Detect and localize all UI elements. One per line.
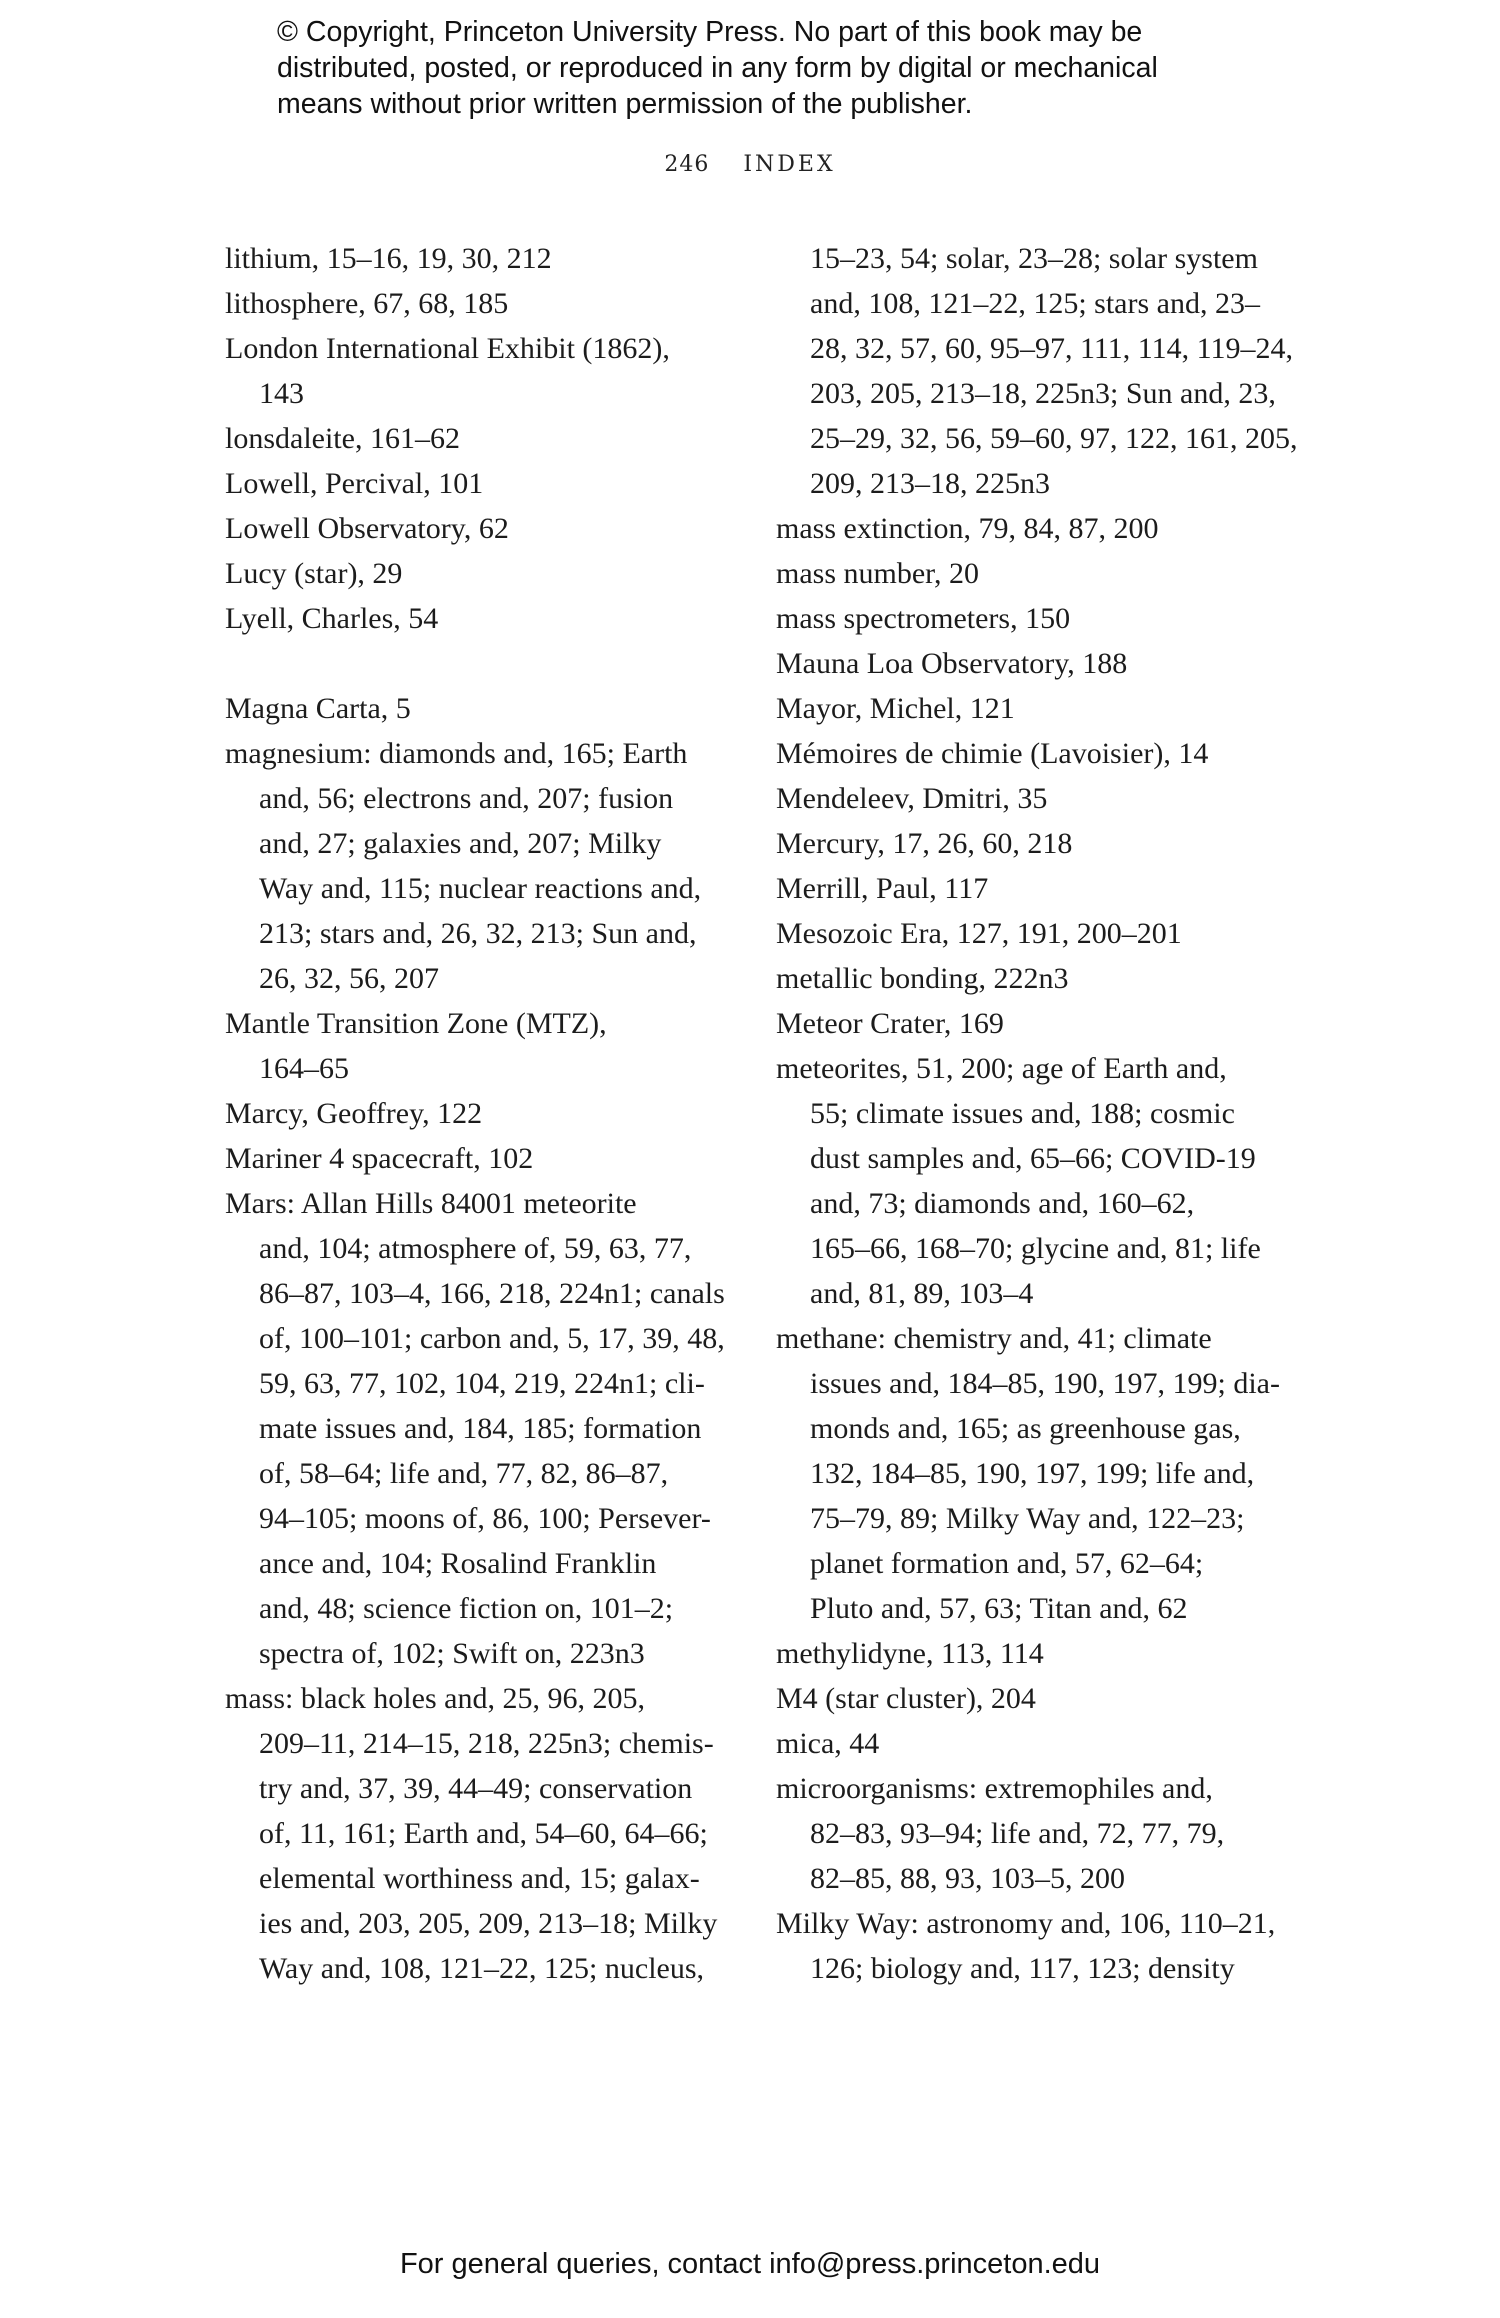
index-entry-line: 209, 213–18, 225n3 (810, 467, 1050, 500)
index-entry-line: Merrill, Paul, 117 (776, 872, 989, 905)
index-entry-line: 165–66, 168–70; glycine and, 81; life (810, 1232, 1261, 1265)
index-entry-line: of, 100–101; carbon and, 5, 17, 39, 48, (259, 1322, 725, 1355)
index-entry-line: 164–65 (259, 1052, 349, 1085)
section-title: INDEX (743, 152, 836, 177)
index-entry-line: Mantle Transition Zone (MTZ), (225, 1007, 607, 1040)
index-entry-line: Lowell, Percival, 101 (225, 467, 484, 500)
footer-contact: For general queries, contact info@press.princeton.edu (399, 2248, 1101, 2280)
copyright-line: means without prior written permission of the publisher. (277, 88, 973, 120)
index-entry-line: 28, 32, 57, 60, 95–97, 111, 114, 119–24, (810, 332, 1294, 365)
index-entry-line: and, 27; galaxies and, 207; Milky (259, 827, 662, 860)
index-entry-line: M4 (star cluster), 204 (776, 1682, 1036, 1715)
index-entry-line: Mesozoic Era, 127, 191, 200–201 (776, 917, 1182, 950)
index-entry-line: Mémoires de chimie (Lavoisier), 14 (776, 737, 1209, 770)
index-entry-line: Lowell Observatory, 62 (225, 512, 509, 545)
index-entry-line: Way and, 115; nuclear reactions and, (259, 872, 702, 905)
copyright-line: distributed, posted, or reproduced in any form by digital or mechanical (277, 52, 1158, 84)
index-entry-line: spectra of, 102; Swift on, 223n3 (259, 1637, 645, 1670)
index-entry-line: 59, 63, 77, 102, 104, 219, 224n1; cli- (259, 1367, 705, 1400)
index-entry-line: Lucy (star), 29 (225, 557, 403, 590)
index-entry-line: 143 (259, 377, 304, 410)
index-entry-line: lithium, 15–16, 19, 30, 212 (225, 242, 552, 275)
index-entry-line: elemental worthiness and, 15; galax- (259, 1862, 700, 1895)
index-entry-line: Meteor Crater, 169 (776, 1007, 1004, 1040)
index-entry-line: 203, 205, 213–18, 225n3; Sun and, 23, (810, 377, 1276, 410)
index-entry-line: methane: chemistry and, 41; climate (776, 1322, 1212, 1355)
index-entry-line: mass number, 20 (776, 557, 979, 590)
index-entry-line: mate issues and, 184, 185; formation (259, 1412, 702, 1445)
index-entry-line: of, 11, 161; Earth and, 54–60, 64–66; (259, 1817, 708, 1850)
index-entry-line: monds and, 165; as greenhouse gas, (810, 1412, 1241, 1445)
index-entry-line: Mariner 4 spacecraft, 102 (225, 1142, 534, 1175)
index-entry-line: lonsdaleite, 161–62 (225, 422, 460, 455)
index-entry-line: of, 58–64; life and, 77, 82, 86–87, (259, 1457, 669, 1490)
index-entry-line: Mendeleev, Dmitri, 35 (776, 782, 1048, 815)
running-head (0, 152, 1500, 177)
index-entry-line: Mars: Allan Hills 84001 meteorite (225, 1187, 637, 1220)
index-entry-line: issues and, 184–85, 190, 197, 199; dia- (810, 1367, 1280, 1400)
index-entry-line: 132, 184–85, 190, 197, 199; life and, (810, 1457, 1255, 1490)
index-entry-line: Milky Way: astronomy and, 106, 110–21, (776, 1907, 1276, 1940)
index-entry-line: try and, 37, 39, 44–49; conservation (259, 1772, 693, 1805)
index-entry-line: and, 56; electrons and, 207; fusion (259, 782, 674, 815)
index-entry-line: Mercury, 17, 26, 60, 218 (776, 827, 1073, 860)
index-entry-line: London International Exhibit (1862), (225, 332, 670, 365)
index-entry-line: methylidyne, 113, 114 (776, 1637, 1044, 1670)
index-entry-line: Mayor, Michel, 121 (776, 692, 1015, 725)
index-entry-line: ies and, 203, 205, 209, 213–18; Milky (259, 1907, 718, 1940)
index-entry-line: Way and, 108, 121–22, 125; nucleus, (259, 1952, 705, 1985)
index-entry-line: mass: black holes and, 25, 96, 205, (225, 1682, 645, 1715)
page-number: 246 (664, 152, 710, 177)
copyright-notice (277, 14, 1277, 122)
index-entry-line: Mauna Loa Observatory, 188 (776, 647, 1128, 680)
index-entry-line: dust samples and, 65–66; COVID-19 (810, 1142, 1256, 1175)
index-entry-line: 126; biology and, 117, 123; density (810, 1952, 1235, 1985)
index-entry-line: 55; climate issues and, 188; cosmic (810, 1097, 1235, 1130)
index-entry-line: 15–23, 54; solar, 23–28; solar system (810, 242, 1258, 275)
index-letter-gap (225, 641, 745, 686)
index-entry-line: 82–83, 93–94; life and, 72, 77, 79, (810, 1817, 1225, 1850)
index-entry-line: and, 73; diamonds and, 160–62, (810, 1187, 1195, 1220)
index-entry-line: 25–29, 32, 56, 59–60, 97, 122, 161, 205, (810, 422, 1298, 455)
index-entry-line: 86–87, 103–4, 166, 218, 224n1; canals (259, 1277, 725, 1310)
index-entry-line: 82–85, 88, 93, 103–5, 200 (810, 1862, 1125, 1895)
index-column-right (776, 236, 1296, 1991)
index-entry-line: Marcy, Geoffrey, 122 (225, 1097, 483, 1130)
index-entry-line: lithosphere, 67, 68, 185 (225, 287, 509, 320)
copyright-line: © Copyright, Princeton University Press. No part of this book may be (277, 16, 1143, 48)
index-entry-line: and, 108, 121–22, 125; stars and, 23– (810, 287, 1260, 320)
index-entry-line: planet formation and, 57, 62–64; (810, 1547, 1204, 1580)
index-entry-line: Magna Carta, 5 (225, 692, 411, 725)
index-entry-line: Pluto and, 57, 63; Titan and, 62 (810, 1592, 1188, 1625)
index-entry-line: metallic bonding, 222n3 (776, 962, 1069, 995)
index-entry-line: meteorites, 51, 200; age of Earth and, (776, 1052, 1227, 1085)
index-entry-line: mass extinction, 79, 84, 87, 200 (776, 512, 1159, 545)
index-entry-line: 75–79, 89; Milky Way and, 122–23; (810, 1502, 1245, 1535)
index-entry-line: 94–105; moons of, 86, 100; Persever- (259, 1502, 711, 1535)
index-entry-line: mica, 44 (776, 1727, 880, 1760)
index-entry-line: 26, 32, 56, 207 (259, 962, 439, 995)
index-entry-line: ance and, 104; Rosalind Franklin (259, 1547, 657, 1580)
index-entry-line: 213; stars and, 26, 32, 213; Sun and, (259, 917, 697, 950)
index-entry-line: and, 81, 89, 103–4 (810, 1277, 1034, 1310)
index-entry-line: microorganisms: extremophiles and, (776, 1772, 1213, 1805)
index-entry-line: mass spectrometers, 150 (776, 602, 1071, 635)
index-entry-line: and, 104; atmosphere of, 59, 63, 77, (259, 1232, 692, 1265)
index-entry-line: and, 48; science fiction on, 101–2; (259, 1592, 674, 1625)
index-entry-line: magnesium: diamonds and, 165; Earth (225, 737, 688, 770)
index-entry-line: Lyell, Charles, 54 (225, 602, 439, 635)
index-column-left (225, 236, 745, 1991)
index-entry-line: 209–11, 214–15, 218, 225n3; chemis- (259, 1727, 714, 1760)
